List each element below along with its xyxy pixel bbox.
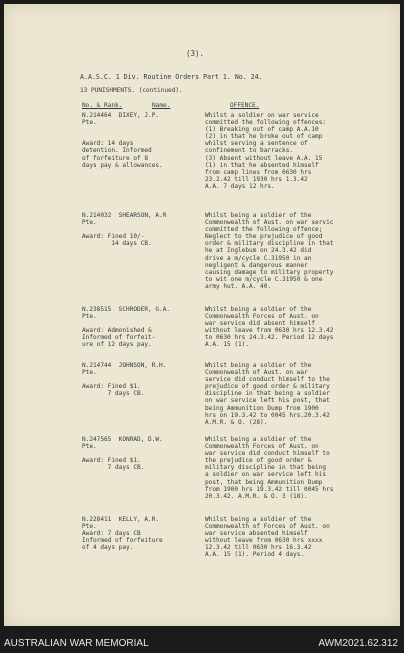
document-heading: A.A.S.C. 1 Div. Routine Orders Part 1. No. 24. bbox=[80, 73, 263, 81]
footer-source: AUSTRALIAN WAR MEMORIAL bbox=[4, 638, 149, 649]
column-header-name: Name. bbox=[152, 102, 171, 109]
entry-soldier-award: N.238515 SCHRODER, G.A. Pte. Award: Admonished & Informed of forfeit- ure of 12 days pay. bbox=[82, 306, 171, 349]
section-heading: 13 PUNISHMENTS. (continued). bbox=[80, 87, 183, 94]
entry-soldier-award: N.214464 DIXEY, J.P. Pte. Award: 14 days detention. Informed of forfeiture of 8 days pay & allowances. bbox=[82, 112, 163, 169]
entry-offence: Whilst being a soldier of the Commonwealth Forces of Aust. on war service did absent himself without leave from 0630 hrs 12.3.42 to 0630 hrs 24.3.42. Period 12 days A.A. 15 (1). bbox=[205, 306, 334, 349]
footer-accession-number: AWM2021.62.312 bbox=[318, 638, 398, 649]
entry-soldier-award: N.214744 JOHNSON, R.H. Pte. Award: Fined $1. 7 days CB. bbox=[82, 362, 167, 398]
entry-soldier-award: N.247565 KONRAD, D.W. Pte. Award: Fined $1. 7 days CB. bbox=[82, 436, 163, 472]
column-header-offence: OFFENCE. bbox=[230, 102, 260, 109]
footer-bar bbox=[0, 634, 404, 653]
entry-soldier-award: N.228411 KELLY, A.R. Pte. Award: 7 days CB Informed of forfeiture of 4 days pay. bbox=[82, 516, 163, 552]
column-header-number-rank: No. & Rank. bbox=[82, 102, 123, 109]
entry-offence: Whilst being a soldier of the Commonwealth Forces of Aust. on war service did conduct himself to the prejudice of good order & military discipline in that being a soldier on war service left his post, that being Ammunition Dump from 1900 hrs 19.3.42 till 0045 hrs 20.3.42. A.M.R. & O. 3 (18). bbox=[205, 436, 334, 500]
entry-offence: Whilst a soldier on war service committed the following offences: (1) Breaking out of camp A.A.10 (2) in that he broke out of camp whilst serving a sentence of confinement to barracks. (3) Absent without leave A.A. 15 (1) in that he absented himself from camp lines from 0630 hrs 23.2.42 till 1930 hrs 1.3.42 A.A. 7 days 12 hrs. bbox=[205, 112, 327, 190]
entry-offence: Whilst being a soldier of the Commonwealth of Aust. on war service did conduct himself to the prejudice of good order & military discipline in that being a soldier on war service left his post, that being Ammunition Dump from 1900 hrs on 19.3.42 to 0045 hrs.20.3.42 A.M.R. & O. (28). bbox=[205, 362, 330, 426]
entry-soldier-award: N.214032 SHEARSON, A.R Pte. Award: Fined 10/- 14 days CB. bbox=[82, 212, 167, 248]
entry-offence: Whilst being a soldier of the Commonwealth of Forces of Aust. on war service absented himself without leave from 0630 hrs xxxx 12.3.42 till 0630 hrs 16.3.42 A.A. 15 (1). Period 4 days. bbox=[205, 516, 330, 559]
entry-offence: Whilst being a soldier of the Commonwealth of Aust. on war servic committed the following offence; Neglect to the prejudice of good order & military discipline in that he at Inglebum on 24.3.42 did drive a m/cycle C.31950 in an negligent & dangerous manner causing damage to military property to wit one m/cycle C.31950 & one army hut. A.A. 40. bbox=[205, 212, 334, 290]
page-number: (3). bbox=[186, 49, 205, 58]
